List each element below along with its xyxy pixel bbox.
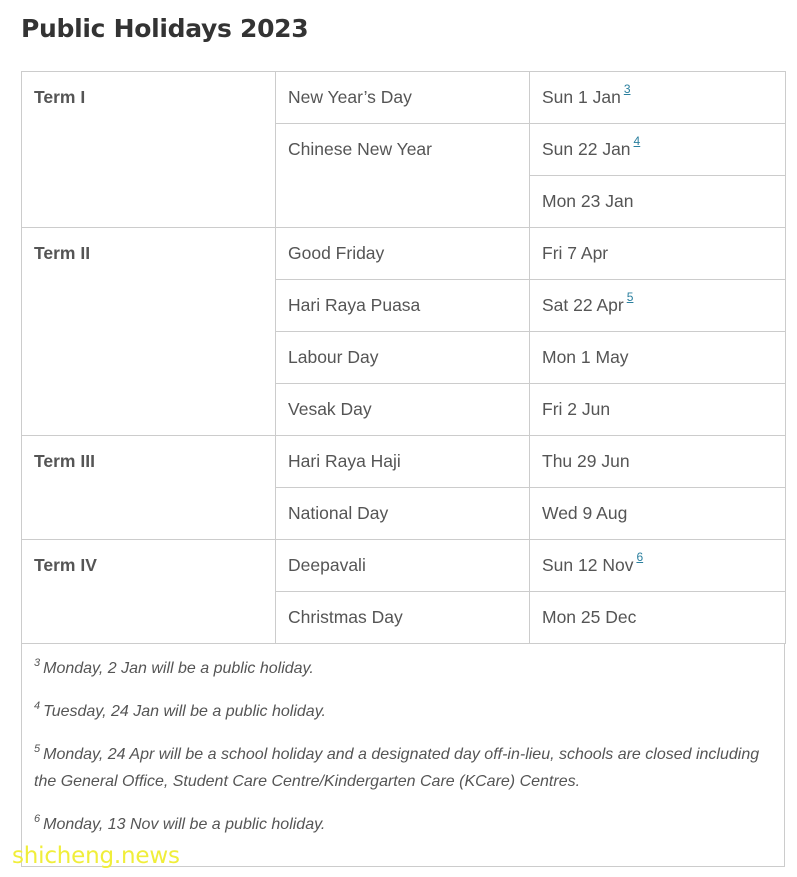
table-row (22, 436, 786, 488)
footnote-text: Monday, 13 Nov will be a public holiday. (43, 816, 326, 833)
footnote-link[interactable]: 5 (626, 290, 634, 304)
holiday-date-cell (530, 72, 786, 124)
holiday-date: Wed 9 Aug (542, 503, 628, 523)
holiday-date-cell (530, 124, 786, 176)
footnote-text: Monday, 24 Apr will be a school holiday and a designated day off-in-lieu, schools are closed including the General Office, Student Care Centre/Kindergarten Care (KCare) Centres. (34, 746, 760, 790)
holiday-date: Sun 22 Jan (542, 139, 631, 159)
holiday-date: Fri 2 Jun (542, 399, 611, 419)
page-title: Public Holidays 2023 (21, 14, 309, 43)
footnote-link[interactable]: 3 (623, 82, 631, 96)
holiday-date: Sun 12 Nov (542, 555, 634, 575)
table-row (22, 228, 786, 280)
holiday-date-cell (530, 592, 786, 644)
footnote-text: Tuesday, 24 Jan will be a public holiday. (43, 703, 326, 720)
holiday-date: Fri 7 Apr (542, 243, 609, 263)
footnote-link[interactable]: 4 (633, 134, 641, 148)
holiday-date-cell (530, 176, 786, 228)
holiday-date-cell (530, 488, 786, 540)
term-label: Term III (22, 436, 276, 540)
table-row (22, 540, 786, 592)
footnotes-section (21, 643, 785, 867)
term-label: Term IV (22, 540, 276, 644)
footnote-text: Monday, 2 Jan will be a public holiday. (43, 660, 314, 677)
footnote-number: 3 (34, 657, 41, 669)
holiday-name: Deepavali (276, 540, 530, 592)
holiday-date-cell (530, 436, 786, 488)
holiday-date-cell (530, 540, 786, 592)
table-row (22, 72, 786, 124)
footnote-number: 5 (34, 743, 41, 755)
holiday-name: Good Friday (276, 228, 530, 280)
watermark: shicheng.news (12, 843, 180, 869)
holiday-date: Mon 25 Dec (542, 607, 637, 627)
footnote-item (34, 655, 772, 682)
holiday-date-cell (530, 280, 786, 332)
term-label: Term I (22, 72, 276, 228)
footnote-link[interactable]: 6 (636, 550, 644, 564)
holiday-name: Vesak Day (276, 384, 530, 436)
holiday-date: Mon 1 May (542, 347, 629, 367)
term-label: Term II (22, 228, 276, 436)
holiday-date: Thu 29 Jun (542, 451, 630, 471)
holiday-name: Hari Raya Haji (276, 436, 530, 488)
footnote-number: 4 (34, 700, 41, 712)
footnote-item (34, 811, 772, 838)
holiday-date-cell (530, 332, 786, 384)
holiday-date-cell (530, 384, 786, 436)
holiday-name: Hari Raya Puasa (276, 280, 530, 332)
footnote-number: 6 (34, 813, 41, 825)
holiday-date: Sun 1 Jan (542, 87, 621, 107)
holiday-name: Labour Day (276, 332, 530, 384)
holiday-name: New Year’s Day (276, 72, 530, 124)
holiday-date: Mon 23 Jan (542, 191, 634, 211)
holidays-table (21, 71, 786, 644)
footnote-item (34, 741, 772, 795)
holiday-name: Christmas Day (276, 592, 530, 644)
holiday-date: Sat 22 Apr (542, 295, 624, 315)
holiday-name: Chinese New Year (276, 124, 530, 228)
holiday-name: National Day (276, 488, 530, 540)
holidays-table-body (22, 72, 786, 644)
holiday-date-cell (530, 228, 786, 280)
footnote-item (34, 698, 772, 725)
